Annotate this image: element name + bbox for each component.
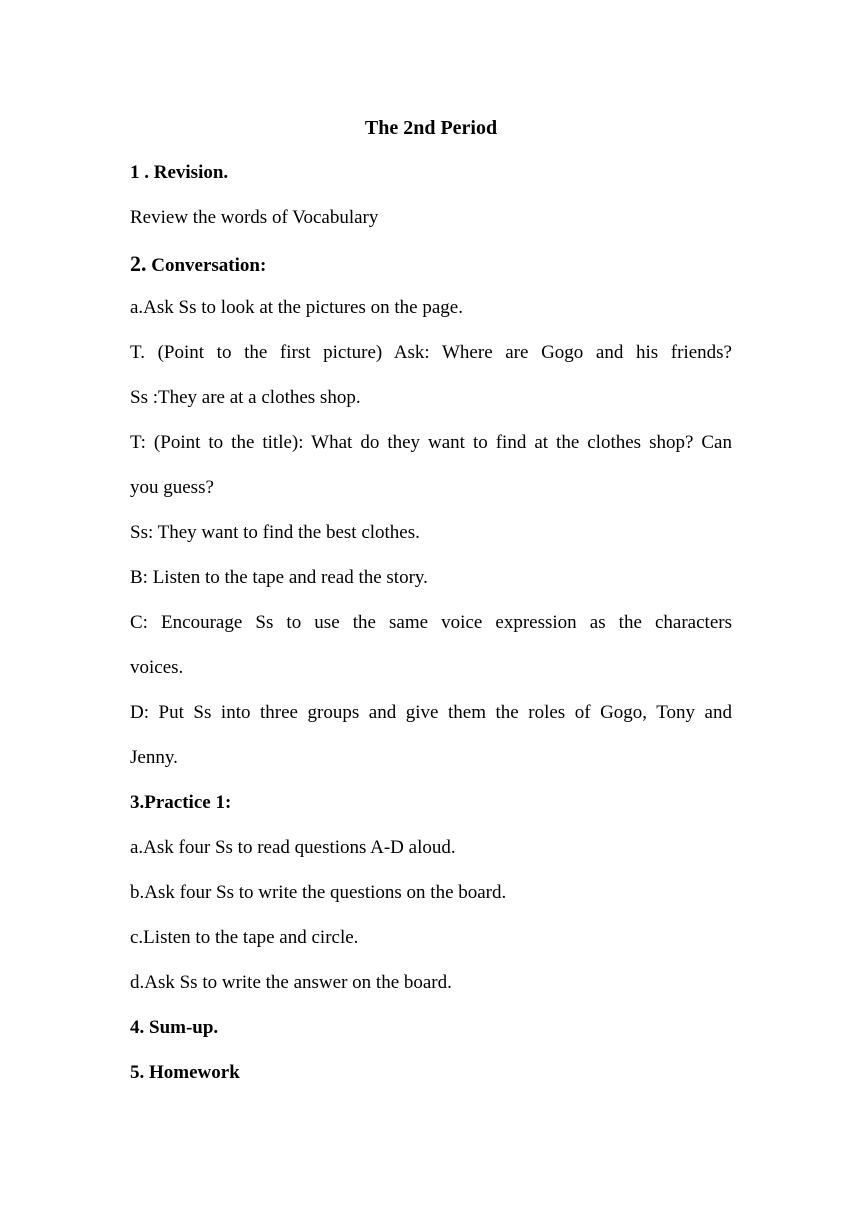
practice-line: b.Ask four Ss to write the questions on the board. <box>130 882 507 903</box>
conversation-line: voices. <box>130 657 184 678</box>
page-title: The 2nd Period <box>364 117 498 139</box>
conversation-line: Ss: They want to find the best clothes. <box>130 522 420 543</box>
conversation-line: Ss :They are at a clothes shop. <box>130 387 361 408</box>
conversation-line: T: (Point to the title): What do they want to find at the clothes shop? Can <box>130 432 732 453</box>
conversation-number: 2. <box>130 251 147 276</box>
sumup-heading: 4. Sum-up. <box>130 1017 219 1038</box>
conversation-line: a.Ask Ss to look at the pictures on the page. <box>130 297 463 318</box>
homework-heading: 5. Homework <box>130 1062 240 1083</box>
practice-line: d.Ask Ss to write the answer on the board. <box>130 972 452 993</box>
conversation-line: B: Listen to the tape and read the story. <box>130 567 428 588</box>
conversation-line: D: Put Ss into three groups and give them the roles of Gogo, Tony and <box>130 702 732 723</box>
conversation-heading-text: Conversation: <box>151 255 267 276</box>
conversation-heading <box>130 252 732 278</box>
practice-line: c.Listen to the tape and circle. <box>130 927 359 948</box>
conversation-line: T. (Point to the first picture) Ask: Where are Gogo and his friends? <box>130 342 732 363</box>
revision-text: Review the words of Vocabulary <box>130 207 379 228</box>
revision-heading: 1 . Revision. <box>130 162 229 183</box>
conversation-line: C: Encourage Ss to use the same voice expression as the characters <box>130 612 732 633</box>
conversation-line: you guess? <box>130 477 214 498</box>
conversation-line: Jenny. <box>130 747 178 768</box>
practice-line: a.Ask four Ss to read questions A-D aloud. <box>130 837 456 858</box>
practice-heading: 3.Practice 1: <box>130 792 232 813</box>
